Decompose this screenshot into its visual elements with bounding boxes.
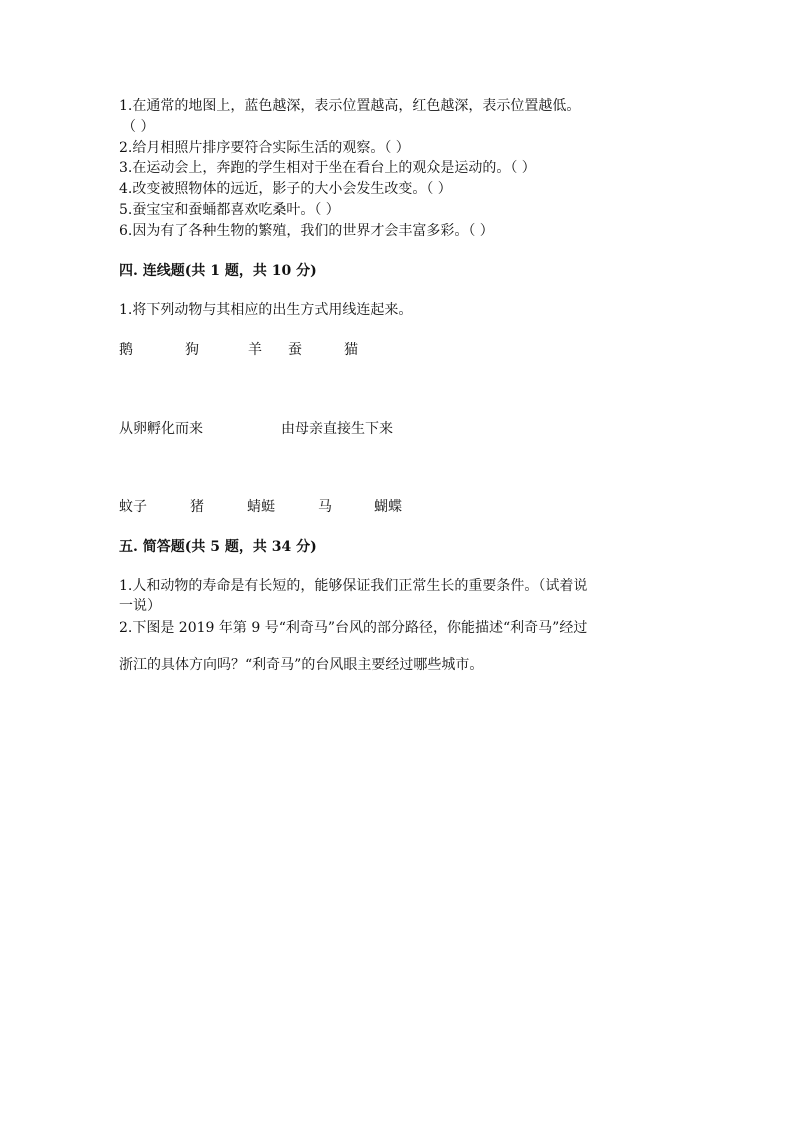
animals-top-row xyxy=(119,340,358,360)
animal-item: 蝴蝶 xyxy=(374,499,402,515)
animal-item: 狗 xyxy=(185,342,199,358)
animal-item: 鹅 xyxy=(119,342,133,358)
judge-question-1: 1.在通常的地图上，蓝色越深，表示位置越高，红色越深，表示位置越低。 xyxy=(119,98,581,114)
birth-methods-row xyxy=(119,419,393,439)
animal-item: 蚕 xyxy=(288,342,302,358)
animal-item: 猪 xyxy=(190,499,204,515)
short-answer-2-line-1: 2.下图是 2019 年第 9 号“利奇马”台风的部分路径，你能描述“利奇马”经过 xyxy=(119,620,588,636)
animal-item: 猫 xyxy=(344,342,358,358)
animal-item: 蜻蜓 xyxy=(247,499,275,515)
animal-item: 马 xyxy=(318,499,332,515)
animal-item: 蚊子 xyxy=(119,499,147,515)
judge-question-4: 4.改变被照物体的远近，影子的大小会发生改变。（ ） xyxy=(119,181,452,197)
judge-question-2: 2.给月相照片排序要符合实际生活的观察。（ ） xyxy=(119,140,410,156)
judge-question-6: 6.因为有了各种生物的繁殖，我们的世界才会丰富多彩。（ ） xyxy=(119,223,494,239)
animal-item: 羊 xyxy=(248,342,262,358)
judge-question-3: 3.在运动会上，奔跑的学生相对于坐在看台上的观众是运动的。（ ） xyxy=(119,160,536,176)
matching-question-1: 1.将下列动物与其相应的出生方式用线连起来。 xyxy=(119,302,413,318)
short-answer-1-line-2: 一说） xyxy=(119,598,161,614)
judge-question-1-blank: （ ） xyxy=(122,119,155,135)
birth-method-item: 由母亲直接生下来 xyxy=(281,421,393,437)
animals-bottom-row xyxy=(119,497,402,517)
judge-question-5: 5.蚕宝宝和蚕蛹都喜欢吃桑叶。（ ） xyxy=(119,202,340,218)
section-4-heading: 四. 连线题(共 1 题，共 10 分) xyxy=(119,263,317,279)
short-answer-2-line-2: 浙江的具体方向吗？“利奇马”的台风眼主要经过哪些城市。 xyxy=(119,657,484,673)
short-answer-1-line-1: 1.人和动物的寿命是有长短的，能够保证我们正常生长的重要条件。（试着说 xyxy=(119,578,588,594)
section-5-heading: 五. 简答题(共 5 题，共 34 分) xyxy=(119,539,317,555)
birth-method-item: 从卵孵化而来 xyxy=(119,421,203,437)
